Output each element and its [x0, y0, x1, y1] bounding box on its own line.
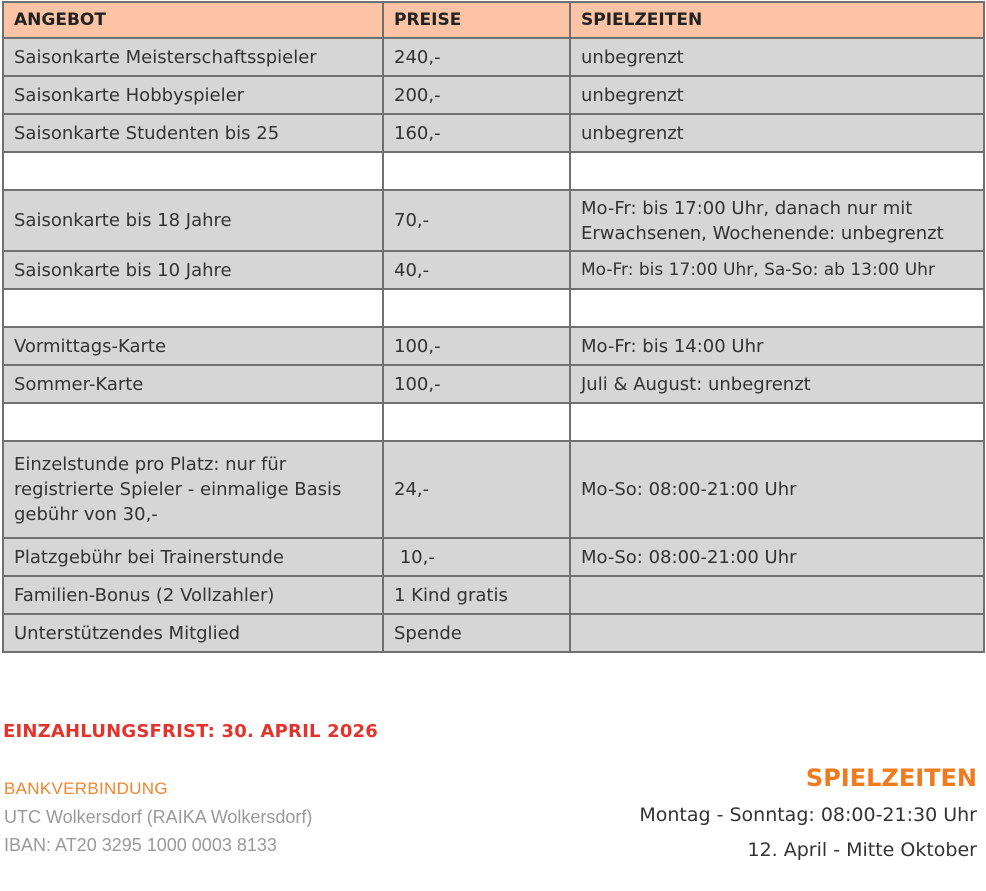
price-cell: 24,-: [383, 441, 570, 538]
table-row: [3, 251, 984, 289]
offer-cell: Saisonkarte bis 10 Jahre: [3, 251, 383, 289]
table-row: [3, 114, 984, 152]
table-row: [3, 576, 984, 614]
offer-cell: Vormittags-Karte: [3, 327, 383, 365]
price-cell: [383, 152, 570, 190]
column-header-price: PREISE: [383, 2, 570, 38]
times-cell: Mo-Fr: bis 17:00 Uhr, Sa-So: ab 13:00 Uhr: [570, 251, 984, 289]
price-cell: 200,-: [383, 76, 570, 114]
price-cell: [383, 289, 570, 327]
times-cell: unbegrenzt: [570, 76, 984, 114]
table-row: [3, 76, 984, 114]
offer-cell: Saisonkarte bis 18 Jahre: [3, 190, 383, 251]
times-cell: Mo-Fr: bis 14:00 Uhr: [570, 327, 984, 365]
offer-cell: Unterstützendes Mitglied: [3, 614, 383, 652]
table-row: [3, 190, 984, 251]
offer-cell: [3, 403, 383, 441]
times-cell: [570, 614, 984, 652]
price-cell: 100,-: [383, 365, 570, 403]
price-cell: 40,-: [383, 251, 570, 289]
times-cell: Mo-Fr: bis 17:00 Uhr, danach nur mit Erwachsenen, Wochenende: unbegrenzt: [570, 190, 984, 251]
play-times: [639, 762, 977, 868]
price-cell: [383, 403, 570, 441]
payment-deadline: EINZAHLUNGSFRIST: 30. APRIL 2026: [3, 721, 378, 742]
price-cell: 100,-: [383, 327, 570, 365]
table-row: [3, 441, 984, 538]
table-row: [3, 38, 984, 76]
price-cell: 1 Kind gratis: [383, 576, 570, 614]
price-cell: 160,-: [383, 114, 570, 152]
table-row: [3, 614, 984, 652]
times-cell: unbegrenzt: [570, 114, 984, 152]
times-cell: [570, 152, 984, 190]
table-row: [3, 327, 984, 365]
play-times-heading: SPIELZEITEN: [805, 764, 977, 792]
times-cell: [570, 576, 984, 614]
times-cell: [570, 403, 984, 441]
table-header-row: [3, 2, 984, 38]
table-row: [3, 538, 984, 576]
spacer-row: [3, 152, 984, 190]
times-cell: [570, 289, 984, 327]
column-header-offer: ANGEBOT: [3, 2, 383, 38]
offer-cell: Sommer-Karte: [3, 365, 383, 403]
price-cell: 70,-: [383, 190, 570, 251]
offer-cell: Saisonkarte Studenten bis 25: [3, 114, 383, 152]
times-cell: Juli & August: unbegrenzt: [570, 365, 984, 403]
play-times-season: 12. April - Mitte Oktober: [747, 839, 977, 861]
offer-cell: Saisonkarte Meisterschaftsspieler: [3, 38, 383, 76]
spacer-row: [3, 403, 984, 441]
offer-cell: [3, 289, 383, 327]
price-cell: 240,-: [383, 38, 570, 76]
price-table: [2, 1, 985, 653]
spacer-row: [3, 289, 984, 327]
offer-cell: [3, 152, 383, 190]
offer-cell: Saisonkarte Hobbyspieler: [3, 76, 383, 114]
offer-cell: Platzgebühr bei Trainerstunde: [3, 538, 383, 576]
bank-details: [4, 775, 312, 859]
bank-iban: IBAN: AT20 3295 1000 0003 8133: [4, 835, 277, 855]
price-cell: 10,-: [383, 538, 570, 576]
bank-heading: BANKVERBINDUNG: [4, 779, 168, 798]
price-cell: Spende: [383, 614, 570, 652]
play-times-days: Montag - Sonntag: 08:00-21:30 Uhr: [639, 804, 977, 826]
offer-cell: Familien-Bonus (2 Vollzahler): [3, 576, 383, 614]
times-cell: Mo-So: 08:00-21:00 Uhr: [570, 441, 984, 538]
bank-account-name: UTC Wolkersdorf (RAIKA Wolkersdorf): [4, 807, 313, 827]
times-cell: Mo-So: 08:00-21:00 Uhr: [570, 538, 984, 576]
table-row: [3, 365, 984, 403]
column-header-times: SPIELZEITEN: [570, 2, 984, 38]
times-cell: unbegrenzt: [570, 38, 984, 76]
offer-cell: Einzelstunde pro Platz: nur für registrierte Spieler - einmalige Basis gebühr von 30,-: [3, 441, 383, 538]
